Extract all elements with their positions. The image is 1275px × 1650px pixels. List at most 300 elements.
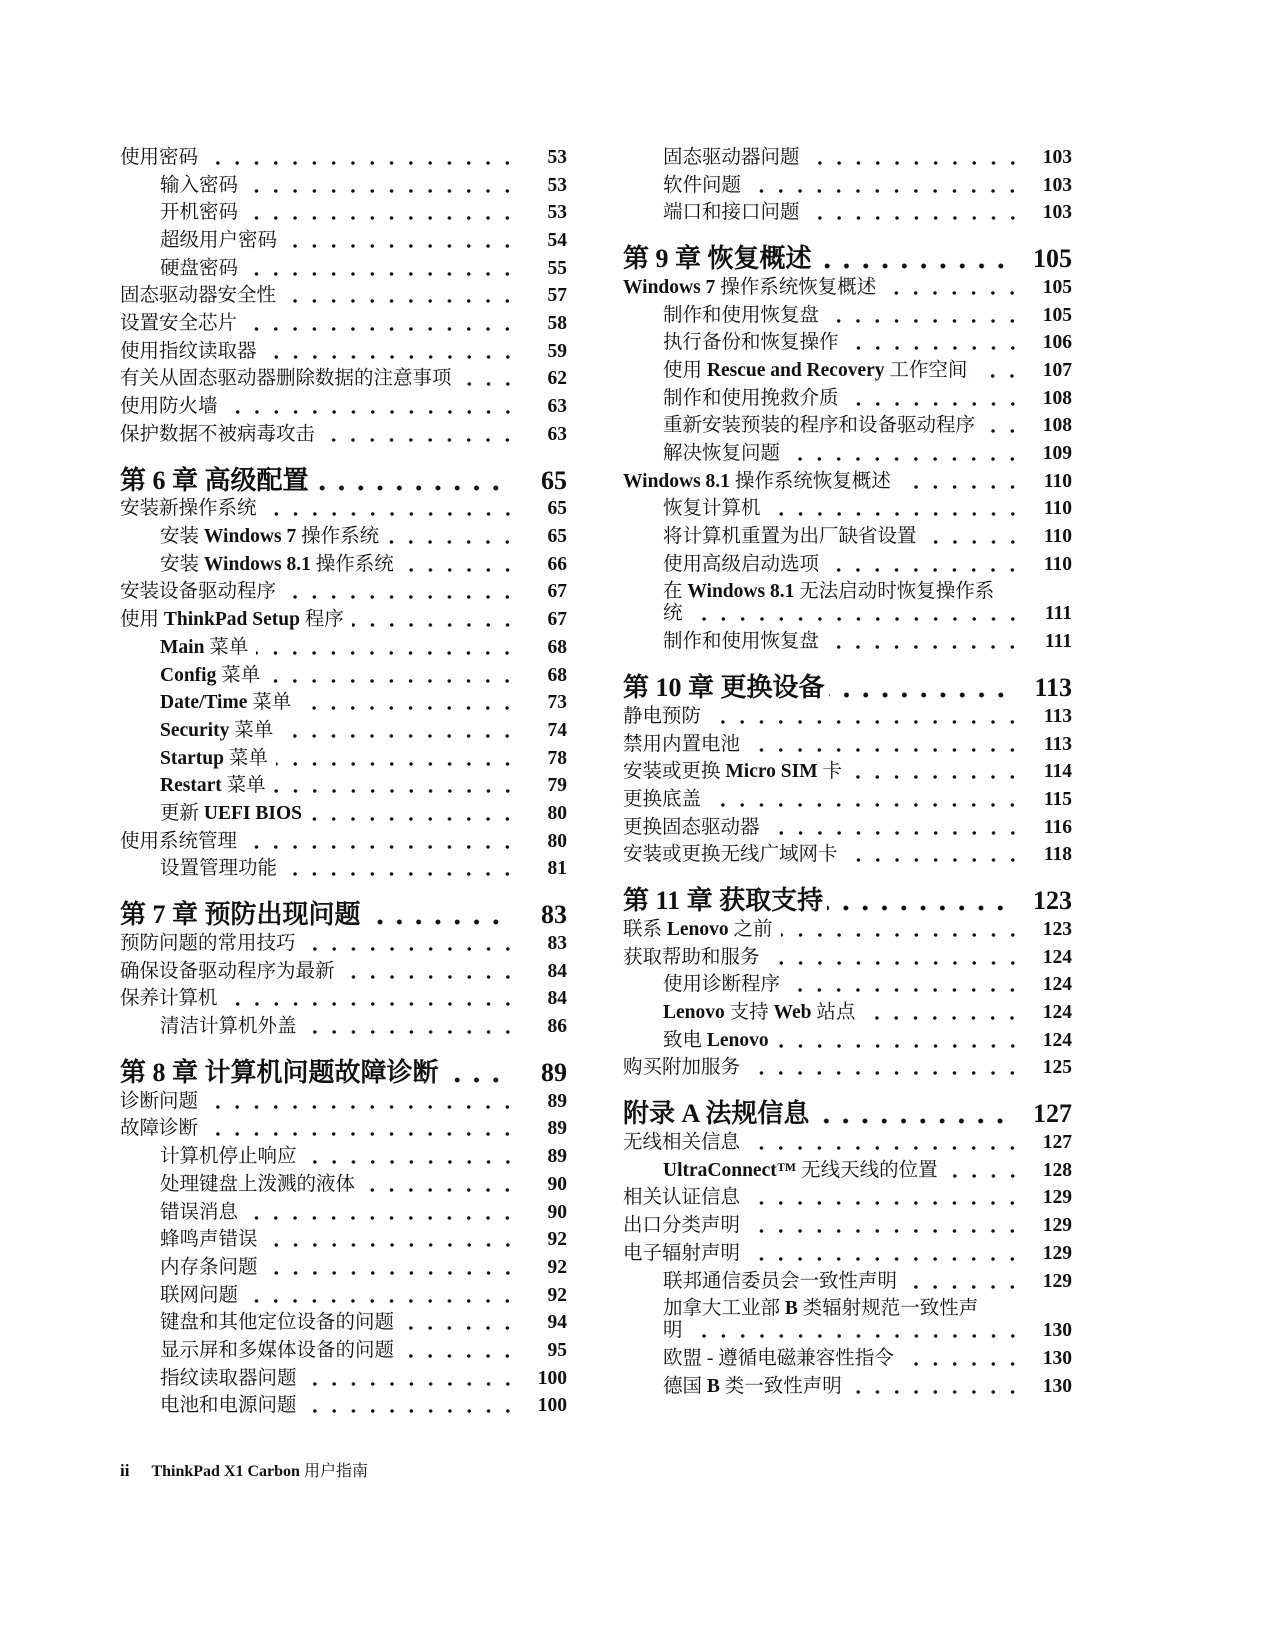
page-number: 127 (1033, 1099, 1072, 1129)
dot-leader (387, 526, 517, 548)
toc-section-entry (120, 338, 567, 366)
toc-section-entry (120, 1088, 567, 1116)
dot-leader (748, 1187, 1022, 1209)
toc-chapter-heading (120, 883, 567, 930)
page-number: 109 (1042, 443, 1072, 465)
page-number: 128 (1042, 1159, 1072, 1181)
dot-leader (884, 277, 1022, 299)
page-number: 90 (547, 1173, 567, 1195)
toc-entry-line (120, 1091, 567, 1113)
page-number: 78 (547, 747, 567, 769)
page-number: 89 (547, 1146, 567, 1168)
chapter-title: 第 8 章 计算机问题故障诊断 (120, 1057, 439, 1087)
entry-title: Restart 菜单 (160, 775, 266, 797)
dot-leader (402, 1312, 517, 1334)
toc-section-entry (623, 468, 1072, 496)
entry-title: 设置管理功能 (160, 858, 278, 880)
chapter-title: 附录 A 法规信息 (623, 1099, 810, 1129)
toc-section-entry (120, 930, 567, 958)
toc-section-entry (120, 828, 567, 856)
toc-section-entry (120, 421, 567, 449)
entry-title: 开机密码 (160, 202, 239, 224)
entry-title: 处理键盘上泼溅的液体 (160, 1173, 356, 1195)
toc-subsection-entry (120, 1254, 567, 1282)
entry-title: 出口分类声明 (623, 1215, 741, 1237)
dot-leader (265, 498, 517, 520)
toc-entry-line (623, 471, 1072, 493)
entry-title: 保养计算机 (120, 988, 218, 1010)
entry-title: 故障诊断 (120, 1118, 199, 1140)
toc-entry-line (663, 603, 1072, 625)
entry-title: 超级用户密码 (160, 229, 278, 251)
dot-leader (265, 341, 517, 363)
dot-leader (266, 1229, 517, 1251)
entry-title: UltraConnect™ 无线天线的位置 (663, 1159, 938, 1181)
toc-subsection-entry (623, 628, 1072, 656)
page-number: 110 (1043, 553, 1072, 575)
dot-leader (268, 665, 517, 687)
toc-entry-line (120, 424, 567, 446)
entry-title: 使用 Rescue and Recovery 工作空间 (663, 359, 968, 381)
chapter-title: 第 6 章 高级配置 (120, 465, 309, 495)
entry-title: 统 (663, 603, 683, 625)
entry-title: 使用指纹读取器 (120, 340, 257, 362)
dot-leader (323, 424, 517, 446)
page-number: 67 (547, 581, 567, 603)
toc-entry-line (160, 1146, 567, 1168)
toc-entry-line (623, 789, 1072, 811)
chapter-title: 第 7 章 预防出现问题 (120, 900, 361, 930)
toc-entry-line (120, 900, 567, 930)
toc-section-entry (623, 703, 1072, 731)
dot-leader (748, 1215, 1022, 1237)
chapter-title: 第 11 章 获取支持 (623, 886, 824, 916)
page-number: 118 (1043, 844, 1072, 866)
page-number: 58 (547, 312, 567, 334)
page-number: 89 (547, 1118, 567, 1140)
entry-title: 软件问题 (663, 174, 742, 196)
dot-leader (983, 415, 1022, 437)
toc-entry-line (120, 831, 567, 853)
dot-leader (256, 637, 517, 659)
toc-entry-line (160, 858, 567, 880)
toc-entry-line (663, 175, 1072, 197)
page-number: 100 (537, 1367, 567, 1389)
entry-title: 联系 Lenovo 之前 (623, 918, 773, 940)
entry-title: 指纹读取器问题 (160, 1367, 297, 1389)
toc-entry-line (160, 720, 567, 742)
dot-leader (352, 609, 517, 631)
dot-leader (748, 1057, 1022, 1079)
entry-title: 安装新操作系统 (120, 498, 257, 520)
dot-leader (925, 526, 1022, 548)
toc-entry-line (160, 1016, 567, 1038)
toc-subsection-entry (120, 1199, 567, 1227)
dot-leader (748, 1132, 1022, 1154)
toc-entry-line (120, 1058, 567, 1088)
page-number: 108 (1042, 415, 1072, 437)
toc-section-entry (623, 841, 1072, 869)
dot-leader (226, 396, 517, 418)
entry-title: 执行备份和恢复操作 (663, 332, 839, 354)
toc-subsection-entry (623, 302, 1072, 330)
page-number: 110 (1043, 470, 1072, 492)
entry-title: Lenovo 支持 Web 站点 (663, 1002, 856, 1024)
page-number: 115 (1043, 788, 1072, 810)
toc-entry-line (663, 1271, 1072, 1293)
dot-leader (808, 147, 1022, 169)
dot-leader (363, 1174, 517, 1196)
entry-title: 静电预防 (623, 705, 702, 727)
toc-entry-line (120, 933, 567, 955)
toc-entry-line (663, 1160, 1072, 1182)
page-number: 90 (547, 1201, 567, 1223)
toc-entry-line (663, 581, 1072, 603)
toc-entry-line (623, 1187, 1072, 1209)
toc-subsection-entry (623, 551, 1072, 579)
page-number: 65 (547, 498, 567, 520)
toc-entry-line (160, 1202, 567, 1224)
page-number: 80 (547, 802, 567, 824)
entry-title: 将计算机重置为出厂缺省设置 (663, 526, 917, 548)
entry-title: 清洁计算机外盖 (160, 1016, 297, 1038)
page-number: 83 (541, 900, 567, 930)
dot-leader (313, 466, 505, 496)
dot-leader (285, 230, 517, 252)
toc-entry-line (160, 1229, 567, 1251)
page-number: 125 (1042, 1057, 1072, 1079)
toc-entry-line (623, 947, 1072, 969)
page-number: 68 (547, 636, 567, 658)
dot-leader (460, 368, 517, 390)
dot-leader (946, 1160, 1022, 1182)
entry-title: 制作和使用恢复盘 (663, 631, 820, 653)
entry-title: 键盘和其他定位设备的问题 (160, 1312, 395, 1334)
dot-leader (365, 900, 505, 930)
toc-left-column (120, 144, 567, 1420)
dot-leader (246, 1202, 517, 1224)
entry-title: 重新安装预装的程序和设备驱动程序 (663, 415, 976, 437)
toc-subsection-entry (623, 329, 1072, 357)
dot-leader (808, 202, 1022, 224)
page-number: 129 (1042, 1187, 1072, 1209)
footer-document-title: ThinkPad X1 Carbon 用户指南 (151, 1463, 368, 1480)
toc-subsection-entry (623, 999, 1072, 1027)
page-number: 124 (1042, 946, 1072, 968)
toc-section-entry (120, 310, 567, 338)
entry-title: 联邦通信委员会一致性声明 (663, 1270, 898, 1292)
toc-subsection-entry (120, 662, 567, 690)
entry-title: 使用高级启动选项 (663, 553, 820, 575)
entry-title: 预防问题的常用技巧 (120, 933, 296, 955)
entry-title: 加拿大工业部 B 类辐射规范一致性声 (663, 1298, 979, 1320)
toc-section-entry (623, 1185, 1072, 1213)
toc-section-entry (120, 606, 567, 634)
page-number: 105 (1042, 276, 1072, 298)
toc-subsection-entry (623, 385, 1072, 413)
dot-leader (827, 631, 1022, 653)
entry-title: 使用 ThinkPad Setup 程序 (120, 609, 344, 631)
toc-entry-line (663, 1002, 1072, 1024)
entry-title: Main 菜单 (160, 636, 249, 658)
toc-subsection-entry (623, 523, 1072, 551)
toc-entry-line (663, 1030, 1072, 1052)
toc-entry-line (160, 1285, 567, 1307)
page-number: 53 (547, 146, 567, 168)
toc-subsection-entry (120, 772, 567, 800)
toc-subsection-entry (623, 357, 1072, 385)
toc-section-entry (623, 274, 1072, 302)
dot-leader (748, 1243, 1022, 1265)
toc-entry-line (120, 988, 567, 1010)
dot-leader (813, 1099, 1010, 1129)
toc-subsection-entry (120, 800, 567, 828)
page-number: 129 (1042, 1242, 1072, 1264)
page-number: 79 (547, 775, 567, 797)
entry-title: 有关从固态驱动器删除数据的注意事项 (120, 368, 452, 390)
toc-section-entry (120, 282, 567, 310)
toc-entry-line (120, 341, 567, 363)
page-number: 103 (1042, 202, 1072, 224)
entry-title: 使用诊断程序 (663, 974, 781, 996)
dot-leader (846, 844, 1022, 866)
toc-entry-line (160, 526, 567, 548)
dot-leader (305, 1146, 517, 1168)
toc-subsection-entry (623, 579, 1072, 629)
toc-entry-line (663, 305, 1072, 327)
page-number: 127 (1042, 1132, 1072, 1154)
toc-subsection-entry (623, 496, 1072, 524)
dot-leader (850, 761, 1022, 783)
toc-entry-line (120, 147, 567, 169)
toc-right-column (623, 144, 1072, 1400)
entry-title: 获取帮助和服务 (623, 946, 760, 968)
toc-entry-line (160, 748, 567, 770)
entry-title: 安装设备驱动程序 (120, 581, 277, 603)
toc-entry-line (120, 285, 567, 307)
toc-entry-line (160, 775, 567, 797)
toc-entry-line (663, 974, 1072, 996)
entry-title: 德国 B 类一致性声明 (663, 1375, 842, 1397)
page-number: 66 (547, 553, 567, 575)
dot-leader (284, 581, 517, 603)
toc-entry-line (663, 1348, 1072, 1370)
page-number: 62 (547, 368, 567, 390)
toc-entry-line (623, 1099, 1072, 1129)
page-number: 68 (547, 664, 567, 686)
page-number: 103 (1042, 146, 1072, 168)
entry-title: 明 (663, 1320, 683, 1342)
entry-title: 电池和电源问题 (160, 1395, 297, 1417)
toc-section-entry (623, 1240, 1072, 1268)
page-number: 95 (547, 1339, 567, 1361)
dot-leader (206, 1091, 517, 1113)
page-number: 65 (541, 465, 567, 495)
dot-leader (768, 947, 1022, 969)
toc-subsection-entry (120, 689, 567, 717)
toc-entry-line (663, 631, 1072, 653)
dot-leader (305, 1368, 517, 1390)
entry-title: 无线相关信息 (623, 1132, 741, 1154)
page-number: 94 (547, 1312, 567, 1334)
toc-entry-line (160, 202, 567, 224)
entry-title: 电子辐射声明 (623, 1242, 741, 1264)
toc-entry-line (160, 692, 567, 714)
entry-title: Windows 7 操作系统恢复概述 (623, 276, 877, 298)
dot-leader (343, 961, 517, 983)
dot-leader (281, 720, 517, 742)
page-number: 92 (547, 1229, 567, 1251)
toc-entry-line (160, 1312, 567, 1334)
toc-subsection-entry (120, 1226, 567, 1254)
dot-leader (304, 933, 517, 955)
entry-title: 更换底盖 (623, 788, 702, 810)
page-number: 129 (1042, 1215, 1072, 1237)
toc-subsection-entry (120, 255, 567, 283)
toc-section-entry (120, 393, 567, 421)
toc-entry-line (120, 313, 567, 335)
page-number: 63 (547, 396, 567, 418)
entry-title: 显示屏和多媒体设备的问题 (160, 1339, 395, 1361)
dot-leader (206, 147, 517, 169)
page-number: 108 (1042, 387, 1072, 409)
dot-leader (310, 803, 517, 825)
toc-entry-line (120, 368, 567, 390)
entry-title: 使用系统管理 (120, 830, 238, 852)
entry-title: Startup 菜单 (160, 747, 268, 769)
dot-leader (305, 1395, 517, 1417)
page-number: 113 (1043, 705, 1072, 727)
entry-title: 安装 Windows 8.1 操作系统 (160, 553, 394, 575)
toc-section-entry (623, 1129, 1072, 1157)
toc-entry-line (120, 581, 567, 603)
toc-chapter-heading (623, 227, 1072, 274)
toc-subsection-entry (120, 172, 567, 200)
page-number: 105 (1042, 304, 1072, 326)
toc-section-entry (623, 944, 1072, 972)
toc-chapter-heading (623, 869, 1072, 916)
toc-entry-line (623, 817, 1072, 839)
dot-leader (284, 285, 517, 307)
dot-leader (777, 1030, 1022, 1052)
page-number: 80 (547, 830, 567, 852)
page-number: 123 (1042, 918, 1072, 940)
toc-subsection-entry (120, 199, 567, 227)
dot-leader (847, 332, 1022, 354)
entry-title: 更换固态驱动器 (623, 816, 760, 838)
toc-entry-line (623, 244, 1072, 274)
toc-entry-line (663, 443, 1072, 465)
toc-entry-line (160, 637, 567, 659)
dot-leader (246, 202, 517, 224)
dot-leader (245, 313, 517, 335)
entry-title: 诊断问题 (120, 1090, 199, 1112)
dot-leader (443, 1058, 505, 1088)
entry-title: 硬盘密码 (160, 257, 239, 279)
page-number: 124 (1042, 1002, 1072, 1024)
page-number: 130 (1042, 1375, 1072, 1397)
dot-leader (781, 919, 1022, 941)
entry-title: 致电 Lenovo (663, 1029, 769, 1051)
page-number: 53 (547, 202, 567, 224)
dot-leader (709, 706, 1022, 728)
toc-subsection-entry (120, 1365, 567, 1393)
entry-title: 计算机停止响应 (160, 1146, 297, 1168)
toc-subsection-entry (623, 1373, 1072, 1401)
entry-title: 在 Windows 8.1 无法启动时恢复操作系 (663, 581, 995, 603)
toc-entry-line (663, 388, 1072, 410)
dot-leader (276, 748, 517, 770)
toc-entry-line (623, 673, 1072, 703)
toc-subsection-entry (120, 1013, 567, 1041)
toc-entry-line (663, 360, 1072, 382)
dot-leader (285, 858, 517, 880)
dot-leader (847, 388, 1022, 410)
footer-page-number: ii (120, 1461, 130, 1480)
toc-chapter-heading (120, 449, 567, 496)
dot-leader (975, 360, 1022, 382)
toc-entry-line (160, 1340, 567, 1362)
page-number: 111 (1044, 603, 1072, 625)
toc-entry-line (160, 1257, 567, 1279)
page-number: 67 (547, 609, 567, 631)
dot-leader (827, 554, 1022, 576)
toc-entry-line (663, 415, 1072, 437)
dot-leader (905, 1271, 1022, 1293)
toc-entry-line (623, 734, 1072, 756)
entry-title: 购买附加服务 (623, 1057, 741, 1079)
page-number: 123 (1033, 886, 1072, 916)
entry-title: 固态驱动器安全性 (120, 285, 277, 307)
entry-title: 使用防火墙 (120, 396, 218, 418)
entry-title: 相关认证信息 (623, 1187, 741, 1209)
toc-subsection-entry (623, 1268, 1072, 1296)
toc-entry-line (160, 1174, 567, 1196)
toc-section-entry (623, 916, 1072, 944)
dot-leader (266, 1257, 517, 1279)
entry-title: 安装 Windows 7 操作系统 (160, 526, 380, 548)
chapter-title: 第 10 章 更换设备 (623, 673, 825, 702)
page-number: 111 (1044, 631, 1072, 653)
entry-title: 内存条问题 (160, 1256, 258, 1278)
dot-leader (691, 1320, 1022, 1342)
toc-entry-line (120, 498, 567, 520)
page-number: 86 (547, 1016, 567, 1038)
toc-subsection-entry (120, 523, 567, 551)
page-number: 92 (547, 1284, 567, 1306)
dot-leader (850, 1376, 1022, 1398)
toc-entry-line (623, 886, 1072, 916)
toc-subsection-entry (623, 413, 1072, 441)
page-number: 89 (547, 1090, 567, 1112)
dot-leader (768, 817, 1022, 839)
toc-section-entry (623, 814, 1072, 842)
chapter-title: 第 9 章 恢复概述 (623, 244, 812, 274)
entry-title: 更新 UEFI BIOS (160, 802, 302, 824)
toc-entry-line (663, 147, 1072, 169)
page-number: 130 (1042, 1320, 1072, 1342)
toc-section-entry (120, 579, 567, 607)
page-number: 113 (1034, 673, 1072, 702)
toc-entry-line (663, 498, 1072, 520)
toc-section-entry (623, 1055, 1072, 1083)
dot-leader (748, 734, 1022, 756)
page-number: 113 (1043, 733, 1072, 755)
toc-subsection-entry (623, 144, 1072, 172)
page-number: 54 (547, 229, 567, 251)
page-number: 92 (547, 1256, 567, 1278)
toc-entry-line (623, 1215, 1072, 1237)
